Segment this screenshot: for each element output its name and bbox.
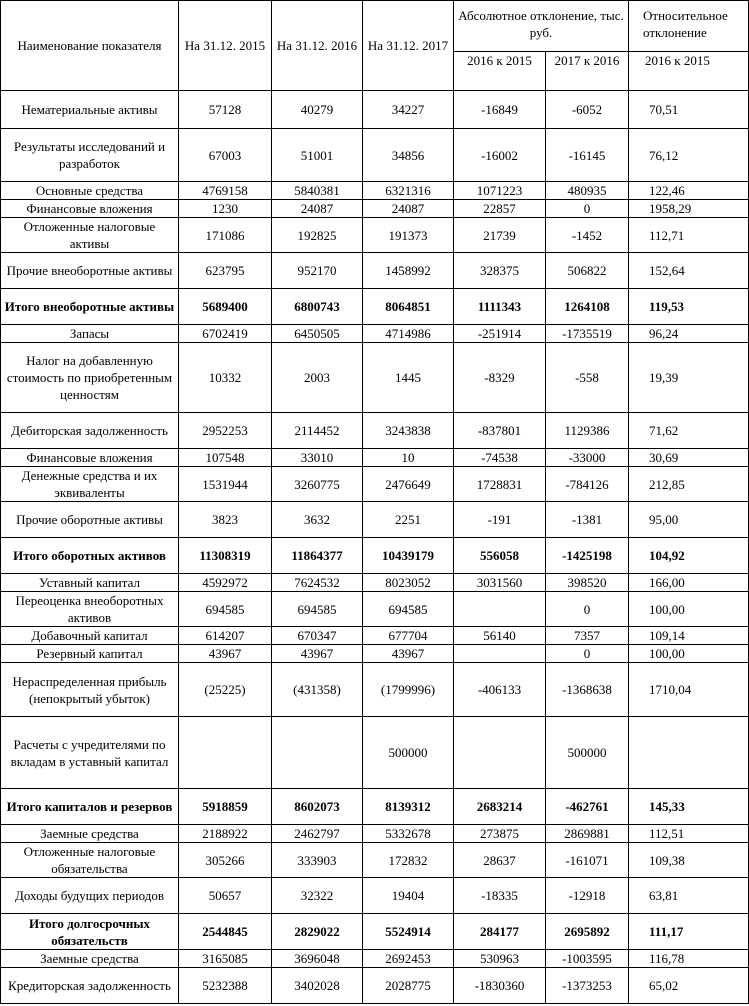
rel-dev-2016-2015: 30,69 <box>629 449 749 467</box>
row-label: Прочие внеоборотные активы <box>1 253 179 289</box>
value-2015: 5689400 <box>179 289 272 325</box>
abs-dev-2017-2016: -33000 <box>546 449 629 467</box>
rel-dev-2016-2015: 116,78 <box>629 950 749 968</box>
row-label: Добавочный капитал <box>1 627 179 645</box>
abs-dev-2017-2016: -161071 <box>546 843 629 878</box>
row-label: Кредиторская задолженность <box>1 968 179 1004</box>
value-2016: 6450505 <box>272 325 363 343</box>
row-label: Дебиторская задолженность <box>1 413 179 449</box>
header-name: Наименование показателя <box>1 1 179 91</box>
value-2015: 3823 <box>179 502 272 538</box>
value-2015: 10332 <box>179 343 272 413</box>
table-row <box>1 574 749 592</box>
row-label: Доходы будущих периодов <box>1 878 179 914</box>
abs-dev-2016-2015: -16002 <box>454 129 546 182</box>
row-label: Нематериальные активы <box>1 91 179 129</box>
value-2017: 1458992 <box>363 253 454 289</box>
row-label: Налог на добавленную стоимость по приобретенным ценностям <box>1 343 179 413</box>
rel-dev-2016-2015: 100,00 <box>629 592 749 627</box>
row-label: Переоценка внеоборотных активов <box>1 592 179 627</box>
row-label: Заемные средства <box>1 825 179 843</box>
table-row <box>1 289 749 325</box>
value-2017: 34856 <box>363 129 454 182</box>
value-2016: 6800743 <box>272 289 363 325</box>
value-2015: (25225) <box>179 663 272 717</box>
rel-dev-2016-2015: 109,14 <box>629 627 749 645</box>
value-2015: 107548 <box>179 449 272 467</box>
rel-dev-2016-2015: 152,64 <box>629 253 749 289</box>
value-2015: 1230 <box>179 200 272 218</box>
rel-dev-2016-2015: 63,81 <box>629 878 749 914</box>
table-row <box>1 789 749 825</box>
value-2016: 670347 <box>272 627 363 645</box>
abs-dev-2017-2016: -16145 <box>546 129 629 182</box>
rel-dev-2016-2015: 119,53 <box>629 289 749 325</box>
abs-dev-2016-2015: -8329 <box>454 343 546 413</box>
abs-dev-2016-2015: -74538 <box>454 449 546 467</box>
abs-dev-2017-2016: 1264108 <box>546 289 629 325</box>
abs-dev-2017-2016: -1381 <box>546 502 629 538</box>
value-2016: 3632 <box>272 502 363 538</box>
abs-dev-2016-2015: -837801 <box>454 413 546 449</box>
value-2016: 3696048 <box>272 950 363 968</box>
row-label: Итого долгосрочных обязательств <box>1 914 179 950</box>
rel-dev-2016-2015: 1958,29 <box>629 200 749 218</box>
value-2016: 32322 <box>272 878 363 914</box>
value-2017: 2692453 <box>363 950 454 968</box>
value-2017: 5332678 <box>363 825 454 843</box>
abs-dev-2016-2015 <box>454 717 546 789</box>
abs-dev-2017-2016: -1452 <box>546 218 629 253</box>
table-row <box>1 950 749 968</box>
rel-dev-2016-2015: 96,24 <box>629 325 749 343</box>
abs-dev-2017-2016: 0 <box>546 200 629 218</box>
table-row <box>1 218 749 253</box>
abs-dev-2017-2016: -1003595 <box>546 950 629 968</box>
value-2015: 5918859 <box>179 789 272 825</box>
abs-dev-2017-2016: -1368638 <box>546 663 629 717</box>
subheader-rel-2016-2015: 2016 к 2015 <box>629 52 749 91</box>
value-2015: 3165085 <box>179 950 272 968</box>
abs-dev-2016-2015 <box>454 645 546 663</box>
abs-dev-2017-2016: 7357 <box>546 627 629 645</box>
abs-dev-2016-2015: -191 <box>454 502 546 538</box>
abs-dev-2017-2016: -784126 <box>546 467 629 502</box>
value-2016: 952170 <box>272 253 363 289</box>
rel-dev-2016-2015: 65,02 <box>629 968 749 1004</box>
value-2015: 694585 <box>179 592 272 627</box>
value-2015: 43967 <box>179 645 272 663</box>
abs-dev-2016-2015: -18335 <box>454 878 546 914</box>
rel-dev-2016-2015: 95,00 <box>629 502 749 538</box>
abs-dev-2016-2015: 328375 <box>454 253 546 289</box>
row-label: Отложенные налоговые активы <box>1 218 179 253</box>
rel-dev-2016-2015: 112,51 <box>629 825 749 843</box>
abs-dev-2017-2016: 0 <box>546 645 629 663</box>
value-2017: 2028775 <box>363 968 454 1004</box>
header-relative-deviation: Относительное отклонение <box>629 1 749 52</box>
value-2017: 34227 <box>363 91 454 129</box>
value-2017: 10 <box>363 449 454 467</box>
row-label: Заемные средства <box>1 950 179 968</box>
value-2017: 8139312 <box>363 789 454 825</box>
value-2017: 4714986 <box>363 325 454 343</box>
value-2016: 7624532 <box>272 574 363 592</box>
abs-dev-2016-2015: -16849 <box>454 91 546 129</box>
rel-dev-2016-2015: 71,62 <box>629 413 749 449</box>
value-2015: 6702419 <box>179 325 272 343</box>
rel-dev-2016-2015: 70,51 <box>629 91 749 129</box>
value-2017: 677704 <box>363 627 454 645</box>
value-2017: 10439179 <box>363 538 454 574</box>
rel-dev-2016-2015: 166,00 <box>629 574 749 592</box>
abs-dev-2016-2015: 284177 <box>454 914 546 950</box>
rel-dev-2016-2015: 212,85 <box>629 467 749 502</box>
table-row <box>1 717 749 789</box>
value-2016 <box>272 717 363 789</box>
table-row <box>1 467 749 502</box>
table-row <box>1 663 749 717</box>
table-row <box>1 449 749 467</box>
row-label: Денежные средства и их эквиваленты <box>1 467 179 502</box>
row-label: Финансовые вложения <box>1 200 179 218</box>
value-2016: 2829022 <box>272 914 363 950</box>
rel-dev-2016-2015: 109,38 <box>629 843 749 878</box>
abs-dev-2017-2016: 500000 <box>546 717 629 789</box>
abs-dev-2017-2016: -1373253 <box>546 968 629 1004</box>
abs-dev-2016-2015: 1071223 <box>454 182 546 200</box>
value-2017: 2251 <box>363 502 454 538</box>
subheader-abs-2017-2016: 2017 к 2016 <box>546 52 629 91</box>
value-2015: 67003 <box>179 129 272 182</box>
header-2015: На 31.12. 2015 <box>179 1 272 91</box>
rel-dev-2016-2015: 100,00 <box>629 645 749 663</box>
value-2016: 40279 <box>272 91 363 129</box>
table-row <box>1 825 749 843</box>
value-2016: 3260775 <box>272 467 363 502</box>
value-2017: 500000 <box>363 717 454 789</box>
abs-dev-2016-2015: 56140 <box>454 627 546 645</box>
value-2016: 33010 <box>272 449 363 467</box>
header-2017: На 31.12. 2017 <box>363 1 454 91</box>
value-2017: 43967 <box>363 645 454 663</box>
abs-dev-2016-2015: 3031560 <box>454 574 546 592</box>
value-2016: 43967 <box>272 645 363 663</box>
table-row <box>1 325 749 343</box>
table-row <box>1 627 749 645</box>
value-2016: (431358) <box>272 663 363 717</box>
value-2017: 191373 <box>363 218 454 253</box>
value-2015: 305266 <box>179 843 272 878</box>
value-2017: 3243838 <box>363 413 454 449</box>
abs-dev-2017-2016: -1735519 <box>546 325 629 343</box>
table-row <box>1 413 749 449</box>
abs-dev-2016-2015: 2683214 <box>454 789 546 825</box>
value-2017: 6321316 <box>363 182 454 200</box>
value-2017: 19404 <box>363 878 454 914</box>
row-label: Отложенные налоговые обязательства <box>1 843 179 878</box>
value-2016: 11864377 <box>272 538 363 574</box>
abs-dev-2016-2015: 1111343 <box>454 289 546 325</box>
value-2017: 8023052 <box>363 574 454 592</box>
table-row <box>1 129 749 182</box>
value-2015: 50657 <box>179 878 272 914</box>
value-2017: (1799996) <box>363 663 454 717</box>
row-label: Итого внеоборотные активы <box>1 289 179 325</box>
table-row <box>1 91 749 129</box>
row-label: Итого капиталов и резервов <box>1 789 179 825</box>
rel-dev-2016-2015: 104,92 <box>629 538 749 574</box>
value-2015: 57128 <box>179 91 272 129</box>
value-2015: 2952253 <box>179 413 272 449</box>
value-2015: 171086 <box>179 218 272 253</box>
rel-dev-2016-2015: 111,17 <box>629 914 749 950</box>
value-2017: 24087 <box>363 200 454 218</box>
value-2017: 172832 <box>363 843 454 878</box>
abs-dev-2017-2016: 1129386 <box>546 413 629 449</box>
rel-dev-2016-2015: 1710,04 <box>629 663 749 717</box>
abs-dev-2017-2016: -462761 <box>546 789 629 825</box>
abs-dev-2017-2016: -12918 <box>546 878 629 914</box>
table-row <box>1 343 749 413</box>
row-label: Резервный капитал <box>1 645 179 663</box>
abs-dev-2017-2016: 2695892 <box>546 914 629 950</box>
row-label: Итого оборотных активов <box>1 538 179 574</box>
abs-dev-2016-2015: 28637 <box>454 843 546 878</box>
value-2016: 3402028 <box>272 968 363 1004</box>
row-label: Запасы <box>1 325 179 343</box>
row-label: Уставный капитал <box>1 574 179 592</box>
table-row <box>1 200 749 218</box>
value-2017: 694585 <box>363 592 454 627</box>
value-2017: 1445 <box>363 343 454 413</box>
abs-dev-2016-2015: 556058 <box>454 538 546 574</box>
value-2016: 8602073 <box>272 789 363 825</box>
rel-dev-2016-2015: 112,71 <box>629 218 749 253</box>
header-absolute-deviation: Абсолютное отклонение, тыс. руб. <box>454 1 629 52</box>
abs-dev-2016-2015: 1728831 <box>454 467 546 502</box>
value-2016: 694585 <box>272 592 363 627</box>
abs-dev-2017-2016: -558 <box>546 343 629 413</box>
rel-dev-2016-2015: 76,12 <box>629 129 749 182</box>
value-2016: 333903 <box>272 843 363 878</box>
abs-dev-2016-2015: 530963 <box>454 950 546 968</box>
table-row <box>1 182 749 200</box>
rel-dev-2016-2015 <box>629 717 749 789</box>
value-2015: 4592972 <box>179 574 272 592</box>
rel-dev-2016-2015: 122,46 <box>629 182 749 200</box>
abs-dev-2016-2015: -406133 <box>454 663 546 717</box>
value-2017: 8064851 <box>363 289 454 325</box>
row-label: Нераспределенная прибыль (непокрытый убыток) <box>1 663 179 717</box>
row-label: Результаты исследований и разработок <box>1 129 179 182</box>
abs-dev-2017-2016: 398520 <box>546 574 629 592</box>
table-row <box>1 878 749 914</box>
table-row <box>1 968 749 1004</box>
row-label: Прочие оборотные активы <box>1 502 179 538</box>
value-2015: 2188922 <box>179 825 272 843</box>
row-label: Финансовые вложения <box>1 449 179 467</box>
row-label: Расчеты с учредителями по вкладам в уставный капитал <box>1 717 179 789</box>
value-2016: 2462797 <box>272 825 363 843</box>
table-row <box>1 645 749 663</box>
abs-dev-2016-2015: 21739 <box>454 218 546 253</box>
value-2015: 1531944 <box>179 467 272 502</box>
abs-dev-2017-2016: -1425198 <box>546 538 629 574</box>
table-row <box>1 592 749 627</box>
table-row <box>1 843 749 878</box>
value-2016: 192825 <box>272 218 363 253</box>
rel-dev-2016-2015: 145,33 <box>629 789 749 825</box>
value-2016: 5840381 <box>272 182 363 200</box>
table-body <box>1 91 749 1004</box>
value-2017: 2476649 <box>363 467 454 502</box>
value-2016: 2003 <box>272 343 363 413</box>
abs-dev-2016-2015: -251914 <box>454 325 546 343</box>
value-2016: 2114452 <box>272 413 363 449</box>
abs-dev-2017-2016: -6052 <box>546 91 629 129</box>
value-2015: 614207 <box>179 627 272 645</box>
abs-dev-2017-2016: 506822 <box>546 253 629 289</box>
abs-dev-2017-2016: 0 <box>546 592 629 627</box>
rel-dev-2016-2015: 19,39 <box>629 343 749 413</box>
value-2015: 4769158 <box>179 182 272 200</box>
abs-dev-2016-2015: 273875 <box>454 825 546 843</box>
header-2016: На 31.12. 2016 <box>272 1 363 91</box>
abs-dev-2017-2016: 2869881 <box>546 825 629 843</box>
abs-dev-2016-2015 <box>454 592 546 627</box>
abs-dev-2017-2016: 480935 <box>546 182 629 200</box>
value-2015 <box>179 717 272 789</box>
table-row <box>1 253 749 289</box>
value-2015: 2544845 <box>179 914 272 950</box>
table-row <box>1 538 749 574</box>
value-2015: 5232388 <box>179 968 272 1004</box>
table-row <box>1 502 749 538</box>
value-2016: 24087 <box>272 200 363 218</box>
value-2017: 5524914 <box>363 914 454 950</box>
abs-dev-2016-2015: 22857 <box>454 200 546 218</box>
row-label: Основные средства <box>1 182 179 200</box>
value-2015: 11308319 <box>179 538 272 574</box>
abs-dev-2016-2015: -1830360 <box>454 968 546 1004</box>
subheader-abs-2016-2015: 2016 к 2015 <box>454 52 546 91</box>
value-2016: 51001 <box>272 129 363 182</box>
table-row <box>1 914 749 950</box>
value-2015: 623795 <box>179 253 272 289</box>
